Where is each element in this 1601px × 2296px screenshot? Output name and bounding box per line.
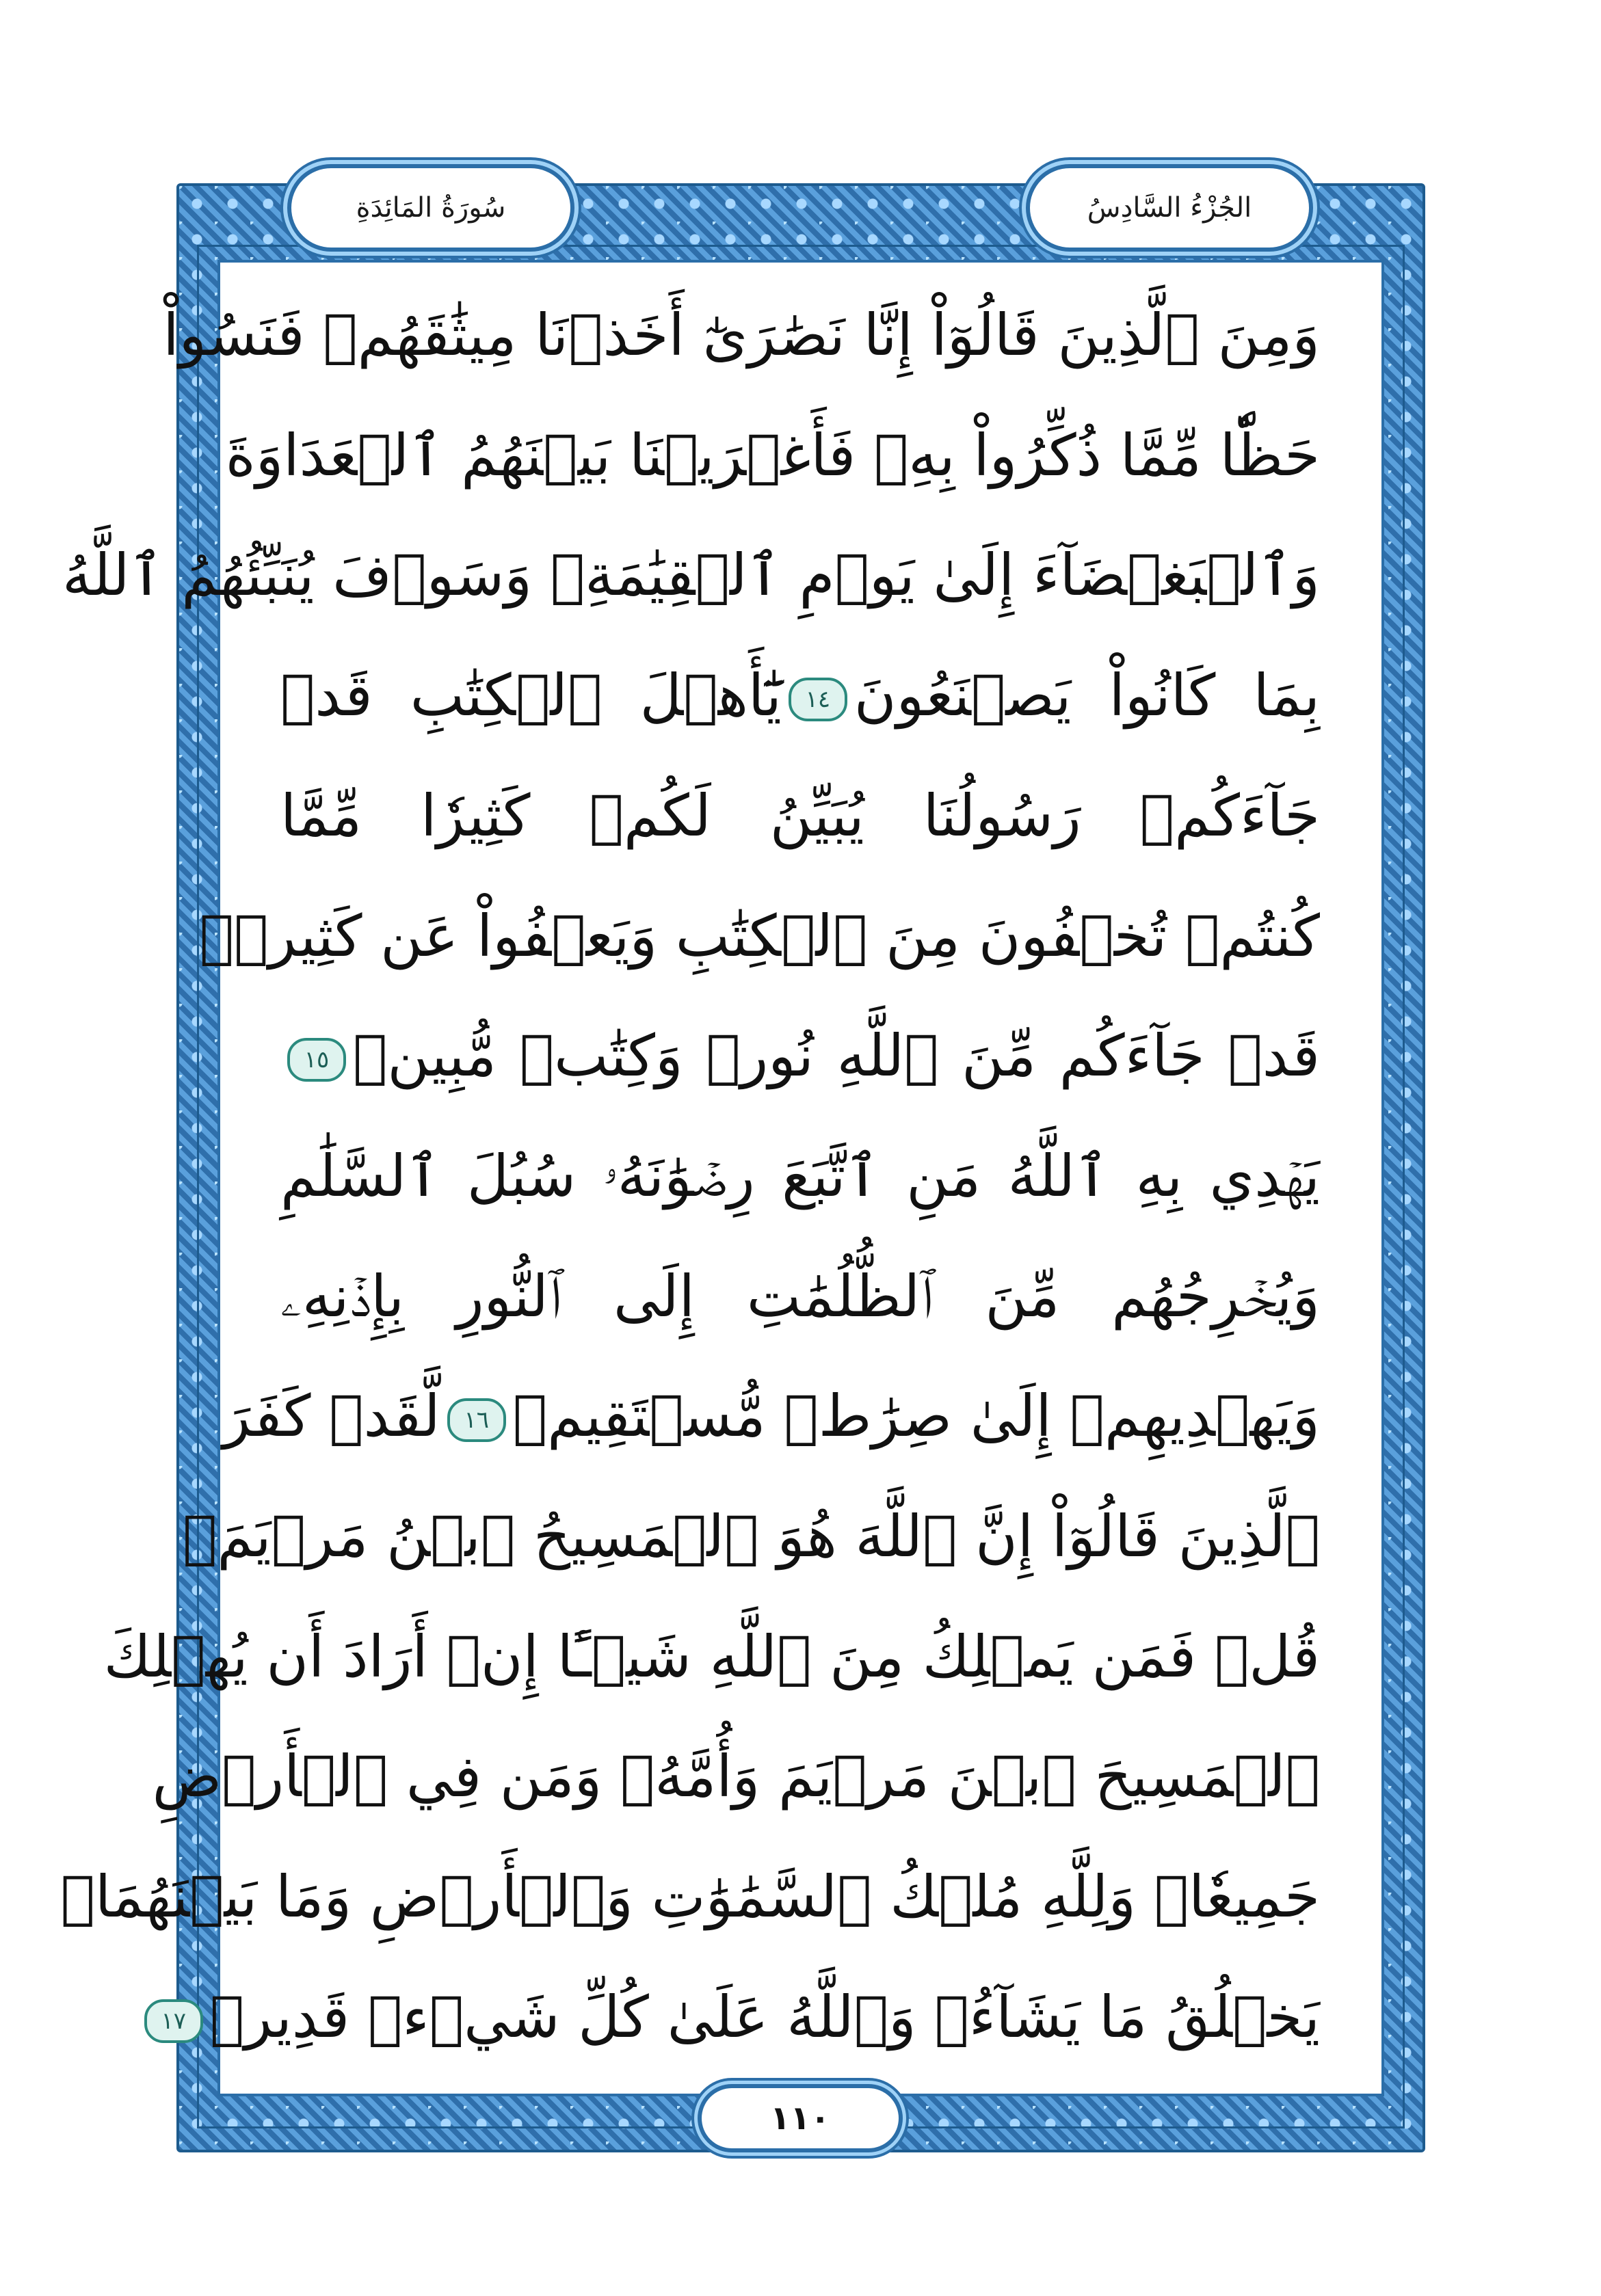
verse-number-marker: ١٤ [789,678,847,721]
verse-number-marker: ١٥ [287,1038,346,1082]
verse-number-marker: ١٦ [447,1398,506,1442]
page-number: ١١٠ [770,2099,830,2137]
text-line [280,641,1320,750]
line-text: كُنتُمۡ تُخۡفُونَ مِنَ ٱلۡكِتَٰبِ وَيَعۡفُواْ عَن كَثِيرٖۚ [199,902,1320,970]
verse-number-marker: ١٧ [144,1999,203,2043]
line-text: وَيُخۡرِجُهُم مِّنَ ٱلظُّلُمَٰتِ إِلَى ٱلنُّورِ بِإِذۡنِهِۦ [280,1262,1320,1330]
line-text: وَٱلۡبَغۡضَآءَ إِلَىٰ يَوۡمِ ٱلۡقِيَٰمَةِۚ وَسَوۡفَ يُنَبِّئُهُمُ ٱللَّهُ [62,542,1320,609]
verse-lines [60,280,1321,2072]
juz-name-cartouche [1026,164,1313,252]
line-text: ٱلۡمَسِيحَ ٱبۡنَ مَرۡيَمَ وَأُمَّهُۥ وَمَن فِي ٱلۡأَرۡضِ [152,1743,1320,1811]
line-text: ٱلَّذِينَ قَالُوٓاْ إِنَّ ٱللَّهَ هُوَ ٱلۡمَسِيحُ ٱبۡنُ مَرۡيَمَۚ [182,1503,1320,1571]
text-line [152,1722,1320,1831]
text-line [103,1602,1320,1711]
line-text: يَهۡدِي بِهِ ٱللَّهُ مَنِ ٱتَّبَعَ رِضۡوَٰنَهُۥ سُبُلَ ٱلسَّلَٰمِ [280,1142,1320,1210]
text-line [163,280,1320,390]
line-text-after: يَٰٓأَهۡلَ ٱلۡكِتَٰبِ قَدۡ [280,662,782,730]
surah-name-cartouche [287,164,574,252]
line-text: جَمِيعٗاۗ وَلِلَّهِ مُلۡكُ ٱلسَّمَٰوَٰتِ وَٱلۡأَرۡضِ وَمَا بَيۡنَهُمَاۚ [60,1863,1320,1931]
text-line [182,1482,1320,1591]
text-line [222,1361,1320,1471]
page-number-cartouche [698,2084,903,2152]
line-text: وَيَهۡدِيهِمۡ إِلَىٰ صِرَٰطٖ مُّسۡتَقِيمٖ [512,1383,1320,1450]
line-text: قَدۡ جَآءَكُم مِّنَ ٱللَّهِ نُورٞ وَكِتَٰبٞ مُّبِينٞ [353,1022,1320,1090]
text-line [280,761,1320,870]
line-text: قُلۡ فَمَن يَمۡلِكُ مِنَ ٱللَّهِ شَيۡـًٔا إِنۡ أَرَادَ أَن يُهۡلِكَ [103,1623,1320,1690]
line-text: بِمَا كَانُواْ يَصۡنَعُونَ [854,662,1321,730]
surah-name: سُورَةُ المَائِدَةِ [356,192,506,224]
text-line [280,1001,1320,1110]
text-line [280,1242,1320,1351]
line-text-after: لَّقَدۡ كَفَرَ [222,1383,440,1450]
text-line [62,520,1320,630]
line-text: وَمِنَ ٱلَّذِينَ قَالُوٓاْ إِنَّا نَصَٰرَىٰٓ أَخَذۡنَا مِيثَٰقَهُمۡ فَنَسُواْ [163,302,1320,369]
text-line [280,1121,1320,1231]
text-line [60,1842,1320,1951]
text-line [225,401,1320,510]
line-text: جَآءَكُمۡ رَسُولُنَا يُبَيِّنُ لَكُمۡ كَثِيرٗا مِّمَّا [280,782,1320,849]
line-text: يَخۡلُقُ مَا يَشَآءُۚ وَٱللَّهُ عَلَىٰ كُلِّ شَيۡءٖ قَدِيرٞ [209,1983,1320,2051]
juz-name: الجُزْءُ السَّادِسُ [1087,192,1252,224]
text-line [199,881,1320,991]
line-text: حَظّٗا مِّمَّا ذُكِّرُواْ بِهِۦ فَأَغۡرَيۡنَا بَيۡنَهُمُ ٱلۡعَدَاوَةَ [225,421,1320,489]
text-line [161,1962,1320,2072]
